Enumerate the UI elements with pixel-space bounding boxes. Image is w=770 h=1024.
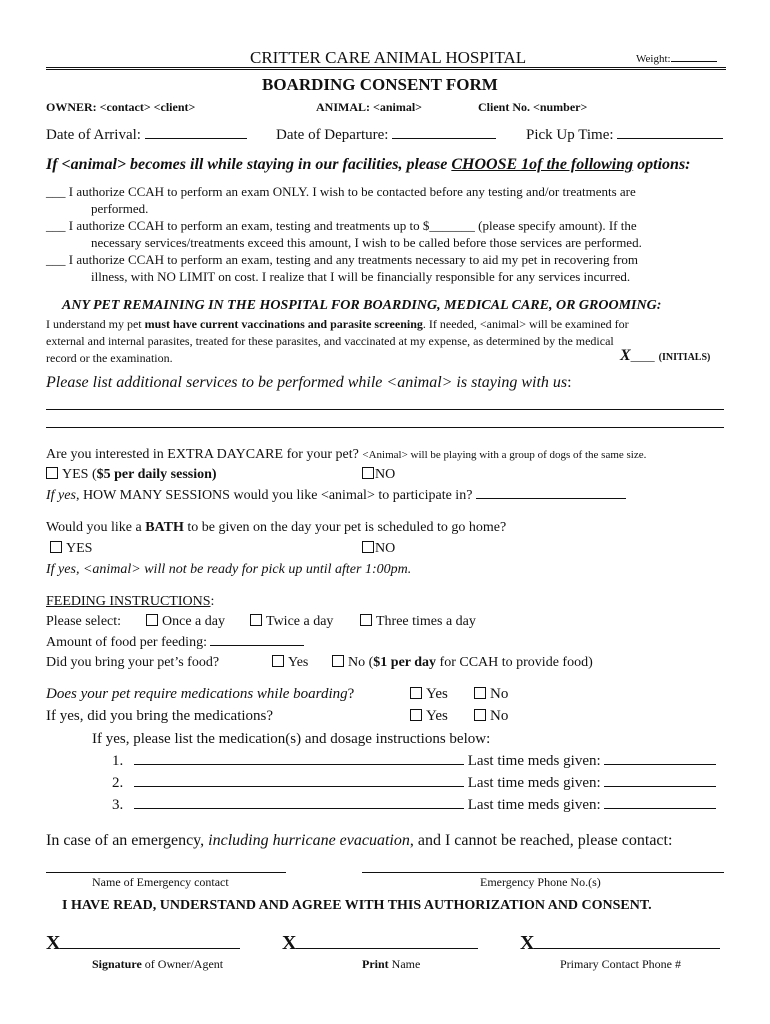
bath-yes-checkbox[interactable] (50, 541, 62, 553)
form-title: BOARDING CONSENT FORM (262, 75, 498, 94)
daycare-yes-option[interactable] (46, 467, 217, 483)
daycare-sessions-label: , HOW MANY SESSIONS would you like <animal> to participate in? (75, 488, 476, 503)
bring-food-label: Did you bring your pet’s food? (46, 655, 220, 670)
print-name-field[interactable] (282, 932, 478, 955)
medications-yes-checkbox[interactable] (410, 687, 422, 699)
daycare-if-yes: If yes (46, 488, 76, 503)
bath-yes-label: YES (66, 541, 93, 556)
option-3-blank[interactable]: ___ (46, 252, 66, 267)
bath-question (46, 520, 506, 536)
illness-option-2[interactable] (46, 218, 637, 234)
feeding-heading-colon: : (210, 594, 215, 609)
daycare-no-option[interactable] (362, 467, 395, 483)
bring-food-no-suffix: for CCAH to provide food) (436, 655, 593, 670)
medication-row-2[interactable] (112, 775, 716, 792)
remaining-line-1 (46, 317, 629, 332)
signature-caption (92, 957, 223, 972)
emergency-name-caption: Name of Emergency contact (92, 875, 229, 889)
print-name-caption-rest: Name (388, 957, 421, 971)
emergency-label-italic: including hurricane evacuation (208, 832, 410, 849)
daycare-no-label: NO (375, 467, 396, 482)
medications-question (46, 686, 354, 703)
medication-row-1-last-given-label: Last time meds given: (467, 753, 601, 769)
emergency-label-a: In case of an emergency, (46, 832, 209, 849)
remaining-line-1-b: . If needed, <animal> will be examined for (422, 317, 629, 331)
medications-question-mark: ? (347, 686, 355, 702)
brought-medications-question: If yes, did you bring the medications? (46, 708, 274, 724)
print-name-caption (362, 957, 420, 972)
bath-note-b: , <animal> will not be ready for pick up until after 1:00pm. (75, 562, 412, 577)
emergency-name-line[interactable] (46, 872, 286, 873)
option-1-text-cont: performed. (91, 201, 149, 216)
signature-caption-rest: of Owner/Agent (141, 957, 224, 971)
additional-services-colon: : (567, 374, 572, 391)
print-name-caption-bold: Print (362, 957, 389, 971)
bath-question-a: Would you like a (46, 520, 146, 535)
emergency-label (46, 832, 672, 850)
brought-medications-no-option[interactable] (474, 708, 508, 725)
bath-note (46, 562, 411, 578)
header-divider (46, 67, 726, 70)
food-amount-field[interactable] (46, 635, 304, 651)
weight-field[interactable] (636, 53, 717, 65)
illness-heading-text: If <animal> becomes ill while staying in our facilities, please (46, 156, 452, 173)
primary-phone-blank[interactable] (534, 948, 720, 949)
bring-food-yes-label: Yes (288, 655, 309, 670)
medication-row-3-blank[interactable] (134, 808, 464, 809)
feeding-twice-option[interactable] (250, 614, 333, 630)
pickup-time-blank[interactable] (617, 138, 723, 139)
remaining-heading: ANY PET REMAINING IN THE HOSPITAL FOR BOARDING, MEDICAL CARE, OR GROOMING: (62, 298, 662, 313)
brought-medications-no-checkbox[interactable] (474, 709, 486, 721)
feeding-three-option[interactable] (360, 614, 476, 630)
departure-date-blank[interactable] (392, 138, 496, 139)
bath-yes-option[interactable] (50, 541, 92, 557)
medication-row-1-number: 1. (112, 753, 124, 769)
additional-services-line-1[interactable] (46, 409, 724, 410)
daycare-question (46, 447, 646, 463)
feeding-twice-label: Twice a day (266, 614, 334, 629)
hospital-name: CRITTER CARE ANIMAL HOSPITAL (250, 48, 527, 67)
signature-x: X (46, 932, 61, 954)
owner-label: OWNER: <contact> <client> (46, 100, 196, 114)
option-2-blank[interactable]: ___ (46, 218, 66, 233)
option-1-blank[interactable]: ___ (46, 184, 66, 199)
client-number-label: Client No. <number> (478, 100, 588, 114)
illness-option-3[interactable] (46, 252, 638, 268)
print-name-x: X (282, 932, 297, 954)
daycare-sessions-blank[interactable] (476, 498, 626, 499)
bring-food-yes-checkbox[interactable] (272, 655, 284, 667)
bath-note-a: If yes (46, 562, 76, 577)
medications-yes-option[interactable] (410, 686, 448, 703)
bath-question-b: to be given on the day your pet is scheduled to go home? (183, 520, 507, 535)
feeding-once-label: Once a day (162, 614, 225, 629)
daycare-yes-checkbox[interactable] (46, 467, 58, 479)
medication-row-1[interactable] (112, 753, 716, 770)
remaining-line-2: external and internal parasites, treated for these parasites, and vaccinated at my expense, as determined by the medical (46, 334, 614, 348)
remaining-line-1-a: I understand my pet (46, 317, 145, 331)
arrival-date-blank[interactable] (145, 138, 247, 139)
bring-food-yes-option[interactable] (272, 655, 308, 671)
primary-phone-caption: Primary Contact Phone # (560, 957, 681, 971)
medication-row-3[interactable] (112, 797, 716, 814)
option-2-text: I authorize CCAH to perform an exam, testing and treatments up to $_______ (please specify amount). If the (68, 218, 637, 233)
signature-blank[interactable] (60, 948, 240, 949)
additional-services-label (46, 374, 572, 392)
medication-list-label: If yes, please list the medication(s) and dosage instructions below: (92, 731, 491, 747)
feeding-once-checkbox[interactable] (146, 614, 158, 626)
animal-label: ANIMAL: <animal> (316, 100, 423, 114)
medication-row-2-last-given-label: Last time meds given: (467, 775, 601, 791)
arrival-date-label: Date of Arrival: (46, 127, 141, 143)
feeding-twice-checkbox[interactable] (250, 614, 262, 626)
option-1-text: I authorize CCAH to perform an exam ONLY. I wish to be contacted before any testing and/or treatments are (68, 184, 636, 199)
medications-no-option[interactable] (474, 686, 508, 703)
feeding-heading (46, 594, 214, 610)
initials-x: X (620, 347, 631, 364)
daycare-yes-label: YES ( (62, 467, 97, 482)
brought-medications-yes-checkbox[interactable] (410, 709, 422, 721)
weight-label: Weight: (636, 53, 671, 65)
illness-heading-emphasis: CHOOSE 1of the following (451, 156, 634, 173)
illness-option-1[interactable] (46, 184, 636, 200)
bring-food-no-label: No ( (348, 655, 374, 670)
feeding-heading-text: FEEDING INSTRUCTIONS (46, 594, 211, 609)
feeding-select-label: Please select: (46, 614, 122, 629)
daycare-price: $5 per daily session) (96, 467, 217, 482)
additional-services-line-2[interactable] (46, 427, 724, 428)
remaining-line-3: record or the examination. (46, 351, 173, 365)
primary-phone-field[interactable] (520, 932, 720, 955)
feeding-three-checkbox[interactable] (360, 614, 372, 626)
pickup-time-field[interactable] (526, 127, 723, 144)
remaining-line-1-bold: must have current vaccinations and parasite screening (144, 317, 423, 331)
brought-medications-yes-option[interactable] (410, 708, 448, 725)
medications-question-text: Does your pet require medications while boarding (46, 686, 348, 702)
feeding-once-option[interactable] (146, 614, 225, 630)
bring-food-no-checkbox[interactable] (332, 655, 344, 667)
brought-medications-no-label: No (490, 708, 509, 724)
departure-date-label: Date of Departure: (276, 127, 389, 143)
signature-caption-bold: Signature (92, 957, 142, 971)
print-name-blank[interactable] (296, 948, 478, 949)
medication-row-2-last-given-blank[interactable] (604, 786, 716, 787)
initials-blank[interactable]: ____ (630, 349, 655, 363)
bath-no-label: NO (375, 541, 396, 556)
food-amount-label: Amount of food per feeding: (46, 635, 207, 650)
medication-row-2-number: 2. (112, 775, 124, 791)
initials-label: (INITIALS) (658, 352, 711, 363)
bath-no-checkbox[interactable] (362, 541, 374, 553)
feeding-three-label: Three times a day (376, 614, 476, 629)
bring-food-no-option[interactable] (332, 655, 593, 671)
emergency-phone-line[interactable] (362, 872, 724, 873)
medications-no-label: No (490, 686, 509, 702)
emergency-label-b: , and I cannot be reached, please contact: (409, 832, 673, 849)
bath-no-option[interactable] (362, 541, 395, 557)
emergency-phone-caption: Emergency Phone No.(s) (480, 875, 601, 889)
medication-row-3-last-given-label: Last time meds given: (467, 797, 601, 813)
pickup-time-label: Pick Up Time: (526, 127, 614, 143)
bath-question-bold: BATH (145, 520, 184, 535)
daycare-question-text: Are you interested in EXTRA DAYCARE for your pet? (46, 447, 363, 462)
food-amount-blank[interactable] (210, 645, 304, 646)
medication-row-3-last-given-blank[interactable] (604, 808, 716, 809)
option-3-text-cont: illness, with NO LIMIT on cost. I realize that I will be financially responsible for any services incurred. (91, 269, 631, 284)
illness-heading-suffix: options: (633, 156, 691, 173)
primary-phone-x: X (520, 932, 535, 954)
medication-row-3-number: 3. (112, 797, 124, 813)
illness-heading (46, 156, 691, 174)
food-price: $1 per day (373, 655, 437, 670)
medication-row-2-blank[interactable] (134, 786, 464, 787)
weight-blank[interactable] (671, 61, 717, 62)
additional-services-text: Please list additional services to be performed while <animal> is staying with us (46, 374, 568, 391)
departure-date-field[interactable] (276, 127, 496, 144)
option-2-text-cont: necessary services/treatments exceed this amount, I wish to be called before those services are performed. (91, 235, 642, 250)
consent-statement: I HAVE READ, UNDERSTAND AND AGREE WITH THIS AUTHORIZATION AND CONSENT. (62, 898, 652, 913)
medications-yes-label: Yes (426, 686, 448, 702)
medications-no-checkbox[interactable] (474, 687, 486, 699)
signature-field[interactable] (46, 932, 240, 955)
medication-row-1-blank[interactable] (134, 764, 464, 765)
brought-medications-yes-label: Yes (426, 708, 448, 724)
arrival-date-field[interactable] (46, 127, 247, 144)
daycare-note: <Animal> will be playing with a group of dogs of the same size. (362, 449, 647, 461)
daycare-sessions-field[interactable] (46, 488, 626, 504)
option-3-text: I authorize CCAH to perform an exam, testing and any treatments necessary to aid my pet in recovering from (68, 252, 639, 267)
initials-field[interactable] (620, 347, 710, 365)
medication-row-1-last-given-blank[interactable] (604, 764, 716, 765)
daycare-no-checkbox[interactable] (362, 467, 374, 479)
